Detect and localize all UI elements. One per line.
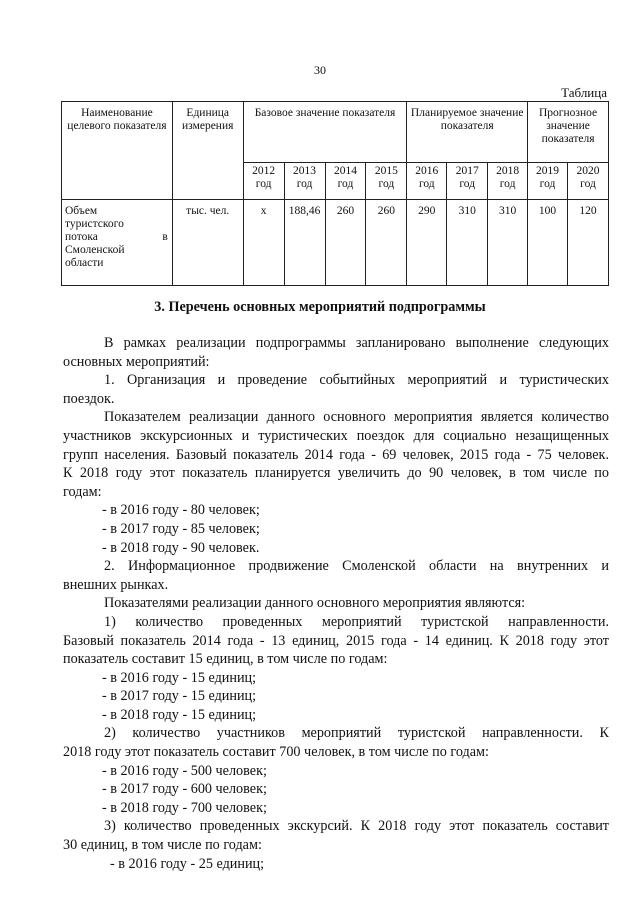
paragraph-line: 30 единиц, в том числе по годам: (63, 837, 262, 854)
paragraph-line: К 2018 году этот показатель планируется увеличить до 90 человек, в том числе по (63, 465, 609, 482)
header-forecast-value: Прогнозное значение показателя (528, 102, 609, 163)
list-item: - в 2016 году - 80 человек; (102, 502, 260, 519)
indicator-name-preposition: в (162, 231, 168, 243)
year-header (284, 163, 325, 200)
list-item: - в 2017 году - 600 человек; (102, 781, 267, 798)
page-number: 30 (314, 63, 326, 77)
paragraph-line: В рамках реализации подпрограммы запланировано выполнение следующих (104, 335, 609, 351)
year-number: 2017 (455, 165, 479, 177)
year-suffix: год (539, 178, 556, 190)
year-suffix: год (418, 178, 435, 190)
paragraph-line: Показателем реализации данного основного мероприятия является количество (104, 409, 609, 426)
list-item: - в 2016 году - 15 единиц; (102, 669, 257, 686)
paragraph-line: поездок. (63, 390, 115, 407)
list-item: - в 2016 году - 500 человек; (102, 762, 267, 779)
indicator-name-line: области (65, 257, 104, 269)
value-cell: 188,46 (284, 200, 325, 286)
list-item: - в 2018 году - 15 единиц; (102, 706, 257, 723)
paragraph-line: групп населения. Базовый показатель 2014 года - 69 человек, 2015 года - 75 человек. (63, 446, 609, 463)
year-header (447, 163, 488, 200)
year-suffix: год (378, 178, 395, 190)
paragraph-line: 2. Информационное продвижение Смоленской области на внутренних и (104, 558, 609, 575)
year-header (488, 163, 528, 200)
year-number: 2016 (415, 165, 439, 177)
paragraph-line: внешних рынках. (63, 576, 169, 593)
indicator-name-cell (62, 200, 173, 286)
table-caption: Таблица (561, 85, 607, 100)
document-body (63, 334, 609, 873)
paragraph-line: основных мероприятий: (63, 353, 210, 370)
paragraph-line: 2) количество участников мероприятий туристской направленности. К (104, 725, 609, 742)
paragraph-line: 1) количество проведенных мероприятий туристской направленности. (104, 613, 609, 630)
year-number: 2014 (333, 165, 357, 177)
value-cell: 260 (325, 200, 366, 286)
year-header (366, 163, 407, 200)
list-item: - в 2018 году - 700 человек; (102, 799, 267, 816)
paragraph-line: 3) количество проведенных экскурсий. К 2018 году этот показатель составит (104, 818, 609, 835)
value-cell: 100 (528, 200, 568, 286)
value-cell: 310 (488, 200, 528, 286)
year-suffix: год (499, 178, 516, 190)
year-suffix: год (580, 178, 596, 190)
year-number: 2012 (252, 165, 276, 177)
indicator-name-line (65, 231, 172, 244)
year-number: 2015 (374, 165, 398, 177)
year-header (528, 163, 568, 200)
value-cell: 290 (407, 200, 447, 286)
year-header (243, 163, 284, 200)
list-item: - в 2018 году - 90 человек. (102, 539, 260, 556)
list-item: - в 2017 году - 85 человек; (102, 520, 260, 537)
header-indicator-name: Наименование целевого показателя (62, 102, 173, 200)
list-item: - в 2016 году - 25 единиц; (110, 855, 265, 872)
indicator-name-line: Объем (65, 205, 98, 217)
list-item: - в 2017 году - 15 единиц; (102, 688, 257, 705)
indicator-name-line: Смоленской (65, 244, 125, 256)
year-header (568, 163, 609, 200)
unit-cell: тыс. чел. (172, 200, 243, 286)
value-cell: 310 (447, 200, 488, 286)
paragraph-line: 2018 году этот показатель составит 700 человек, в том числе по годам: (63, 744, 489, 761)
year-header (325, 163, 366, 200)
indicator-name-line: туристского (65, 218, 124, 230)
year-number: 2018 (496, 165, 520, 177)
year-number: 2019 (536, 165, 560, 177)
paragraph-line: годам: (63, 483, 102, 500)
paragraph-line: показатель составит 15 единиц, в том числе по годам: (63, 651, 388, 668)
year-header (407, 163, 447, 200)
value-cell: 120 (568, 200, 609, 286)
year-suffix: год (459, 178, 476, 190)
value-cell: 260 (366, 200, 407, 286)
value-cell: х (243, 200, 284, 286)
indicator-name-word: потока (65, 231, 98, 243)
year-suffix: год (337, 178, 354, 190)
paragraph-line: участников экскурсионных и туристических поездок для социально незащищенных (63, 427, 609, 444)
header-planned-value: Планируемое значение показателя (407, 102, 528, 163)
year-suffix: год (255, 178, 272, 190)
year-suffix: год (296, 178, 313, 190)
year-number: 2020 (576, 165, 600, 177)
year-number: 2013 (293, 165, 317, 177)
paragraph-line: Показателями реализации данного основного мероприятия являются: (104, 595, 526, 612)
table-row (62, 200, 609, 286)
paragraph-line: Базовый показатель 2014 года - 13 единиц, 2015 года - 14 единиц. К 2018 году этот (63, 632, 609, 649)
paragraph-line: 1. Организация и проведение событийных мероприятий и туристических (104, 372, 609, 389)
table-header-row (62, 102, 609, 163)
header-base-value: Базовое значение показателя (243, 102, 407, 163)
section-title: 3. Перечень основных мероприятий подпрограммы (154, 299, 486, 315)
indicators-table (61, 101, 609, 286)
header-unit: Единица измерения (172, 102, 243, 200)
